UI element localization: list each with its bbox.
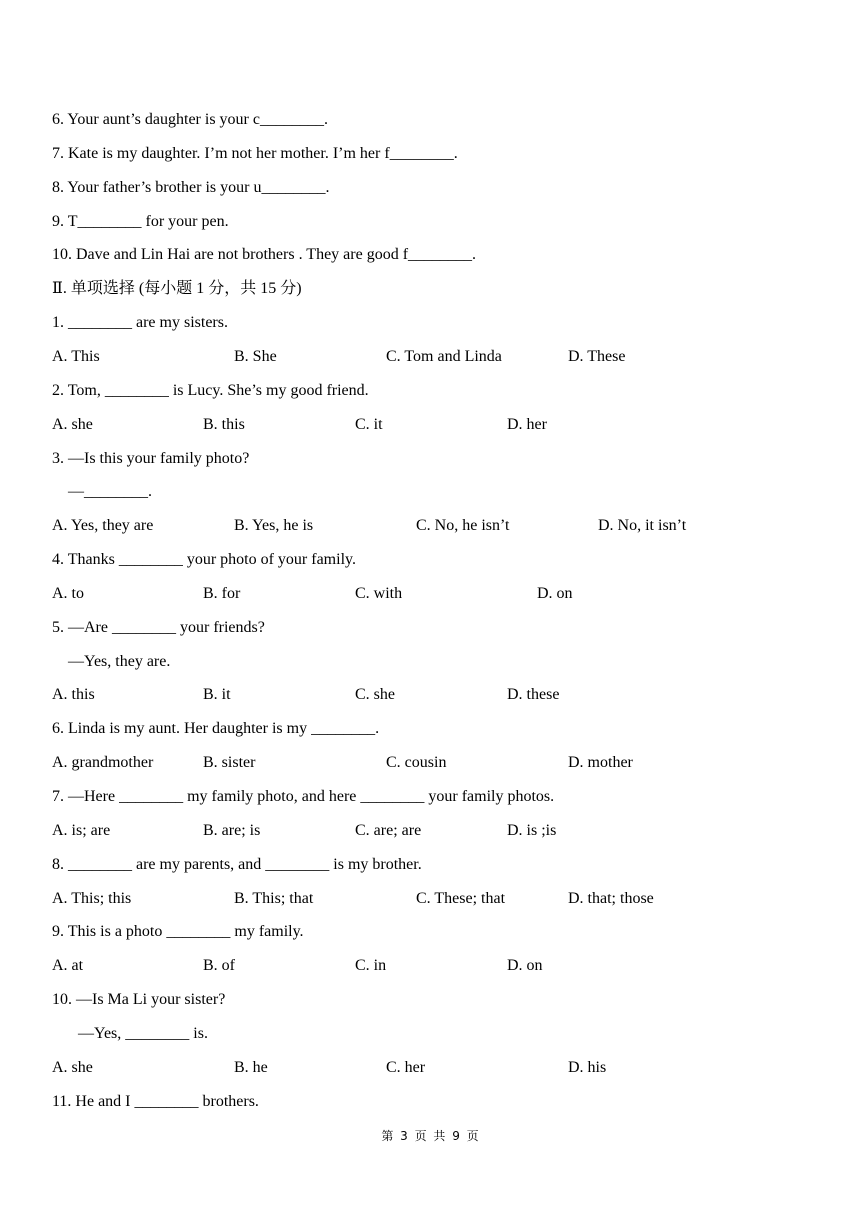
answer-option: C. it (355, 415, 383, 433)
answer-option: B. for (203, 584, 241, 602)
question-text: 4. Thanks ________ your photo of your family. (52, 551, 356, 569)
question-text: —Yes, they are. (68, 652, 171, 670)
answer-option: A. this (52, 686, 95, 704)
answer-option: C. No, he isn’t (416, 517, 510, 535)
answer-option: B. of (203, 957, 235, 975)
question-text: —Yes, ________ is. (78, 1024, 208, 1042)
answer-option: B. She (234, 347, 277, 365)
question-stem (0, 1085, 860, 1119)
answer-option: B. this (203, 415, 245, 433)
question-stem (0, 475, 860, 509)
answer-option: C. These; that (416, 889, 506, 907)
answer-option: C. Tom and Linda (386, 347, 502, 365)
fill-in-text: 9. T________ for your pen. (52, 212, 229, 230)
fill-in-text: 7. Kate is my daughter. I’m not her mother. I’m her f________. (52, 144, 458, 162)
answer-option: D. her (507, 415, 547, 433)
option-row (0, 746, 860, 780)
answer-option: D. on (507, 957, 543, 975)
question-stem (0, 780, 860, 814)
answer-option: D. No, it isn’t (598, 517, 687, 535)
option-row (0, 949, 860, 983)
question-stem (0, 374, 860, 408)
section-title: Ⅱ. 单项选择 (每小题 1 分，共 15 分) (52, 280, 302, 298)
fill-in-item (0, 103, 860, 137)
fill-in-text: 10. Dave and Lin Hai are not brothers . They are good f________. (52, 246, 477, 264)
option-row (0, 882, 860, 916)
answer-option: A. This (52, 347, 100, 365)
answer-option: C. she (355, 686, 395, 704)
question-stem (0, 712, 860, 746)
question-stem (0, 915, 860, 949)
answer-option: B. This; that (234, 889, 314, 907)
fill-in-item (0, 171, 860, 205)
option-row (0, 678, 860, 712)
question-stem (0, 442, 860, 476)
option-row (0, 577, 860, 611)
option-row (0, 408, 860, 442)
fill-in-item (0, 205, 860, 239)
question-stem (0, 645, 860, 679)
question-stem (0, 611, 860, 645)
answer-option: A. she (52, 415, 93, 433)
fill-in-text: 6. Your aunt’s daughter is your c________. (52, 111, 328, 128)
answer-option: A. Yes, they are (52, 517, 154, 535)
question-stem (0, 543, 860, 577)
answer-option: A. to (52, 584, 84, 602)
question-stem (0, 1017, 860, 1051)
answer-option: D. these (507, 686, 560, 704)
page-footer: 第 3 页 共 9 页 (381, 1129, 479, 1143)
question-text: 10. —Is Ma Li your sister? (52, 991, 226, 1009)
question-text: —________. (68, 483, 152, 501)
question-text: 8. ________ are my parents, and ________ is my brother. (52, 855, 422, 873)
answer-option: C. with (355, 584, 403, 602)
question-text: 5. —Are ________ your friends? (52, 618, 265, 636)
answer-option: A. at (52, 957, 84, 975)
question-text: 1. ________ are my sisters. (52, 314, 228, 332)
answer-option: D. on (537, 584, 573, 602)
answer-option: C. in (355, 957, 387, 975)
option-row (0, 509, 860, 543)
question-text: 9. This is a photo ________ my family. (52, 923, 304, 941)
answer-option: D. These (568, 347, 626, 365)
answer-option: B. Yes, he is (234, 517, 314, 535)
answer-option: A. grandmother (52, 754, 154, 772)
answer-option: D. his (568, 1058, 607, 1076)
answer-option: D. is ;is (507, 821, 557, 839)
option-row (0, 1051, 860, 1085)
question-stem (0, 306, 860, 340)
question-text: 7. —Here ________ my family photo, and here ________ your family photos. (52, 788, 555, 805)
answer-option: B. he (234, 1058, 268, 1076)
option-row (0, 340, 860, 374)
fill-in-item (0, 238, 860, 272)
fill-in-item (0, 137, 860, 171)
answer-option: D. mother (568, 754, 633, 772)
fill-in-text: 8. Your father’s brother is your u________. (52, 178, 330, 196)
answer-option: B. it (203, 686, 231, 704)
answer-option: B. sister (203, 754, 256, 772)
option-row (0, 814, 860, 848)
question-stem (0, 983, 860, 1017)
answer-option: B. are; is (203, 821, 261, 839)
answer-option: C. are; are (355, 821, 422, 839)
question-text: 6. Linda is my aunt. Her daughter is my ________. (52, 720, 380, 738)
section-heading (0, 272, 860, 306)
question-text: 3. —Is this your family photo? (52, 449, 250, 467)
answer-option: A. This; this (52, 889, 132, 907)
question-text: 2. Tom, ________ is Lucy. She’s my good friend. (52, 381, 369, 399)
question-stem (0, 848, 860, 882)
answer-option: A. is; are (52, 821, 111, 839)
answer-option: A. she (52, 1058, 93, 1076)
answer-option: C. her (386, 1058, 426, 1076)
answer-option: C. cousin (386, 754, 447, 772)
answer-option: D. that; those (568, 889, 654, 907)
question-text: 11. He and I ________ brothers. (52, 1092, 259, 1110)
